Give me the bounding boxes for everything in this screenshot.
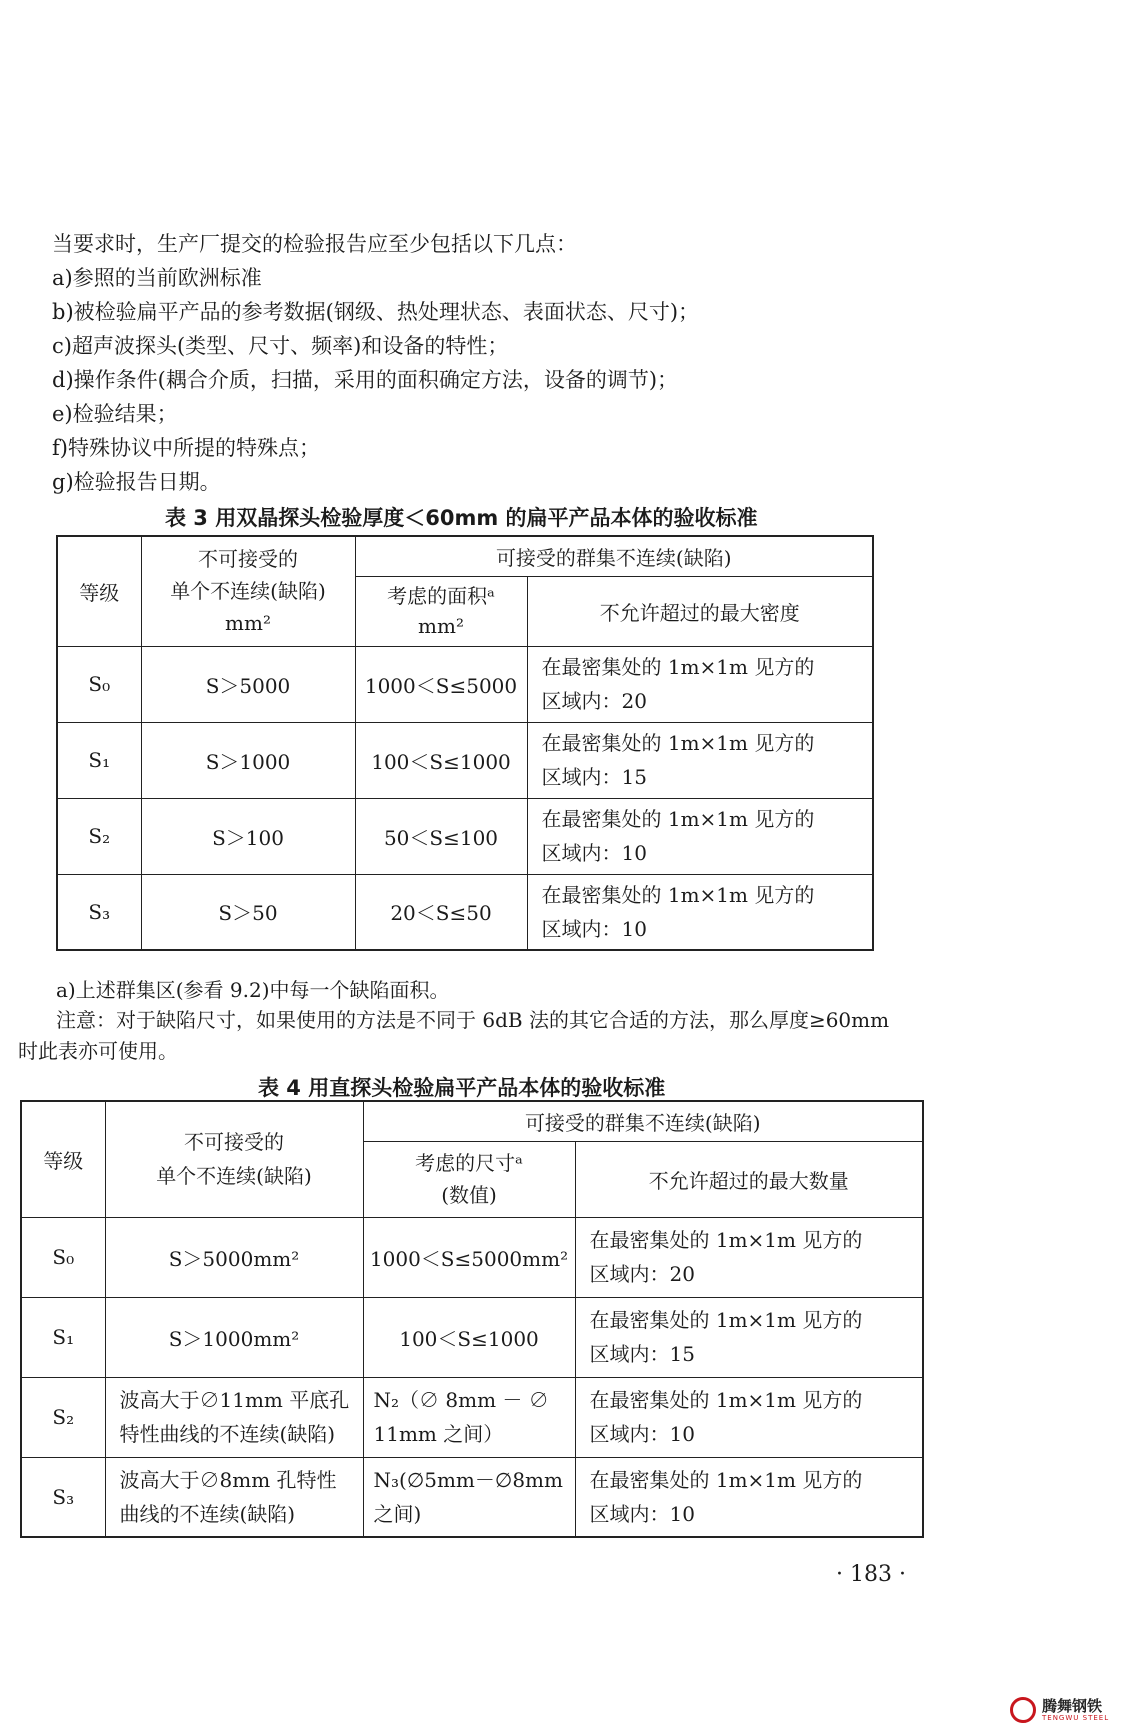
density-cell: 在最密集处的 1m×1m 见方的 区域内：20 (527, 646, 873, 722)
logo-name: 腾舞钢铁 (1042, 1697, 1103, 1715)
area-cell: 20＜S≤50 (355, 874, 527, 950)
table4-header-group: 可接受的群集不连续(缺陷) (363, 1101, 923, 1141)
logo-subtitle: TENGWU STEEL (1042, 1714, 1110, 1722)
single-cell: 波高大于∅8mm 孔特性 曲线的不连续(缺陷) (105, 1457, 363, 1537)
table4-header-single: 不可接受的 单个不连续(缺陷) (105, 1101, 363, 1217)
density-cell: 在最密集处的 1m×1m 见方的 区域内：10 (527, 874, 873, 950)
density-cell: 在最密集处的 1m×1m 见方的 区域内：10 (527, 798, 873, 874)
list-item-c: c)超声波探头(类型、尺寸、频率)和设备的特性； (52, 334, 509, 358)
table3-header-single: 不可接受的 单个不连续(缺陷) mm² (141, 536, 355, 646)
table4-header-grade: 等级 (21, 1101, 105, 1217)
grade-cell: S₀ (21, 1217, 105, 1297)
table4 (20, 1100, 924, 1538)
size-cell: N₂（∅ 8mm － ∅ 11mm 之间） (363, 1377, 575, 1457)
size-cell: 1000＜S≤5000mm² (363, 1217, 575, 1297)
note-continuation: 时此表亦可使用。 (18, 1039, 178, 1063)
grade-cell: S₂ (21, 1377, 105, 1457)
table-row (57, 874, 873, 950)
list-item-g: g)检验报告日期。 (52, 470, 221, 494)
grade-cell: S₁ (21, 1297, 105, 1377)
count-cell: 在最密集处的 1m×1m 见方的 区域内：10 (575, 1457, 923, 1537)
table-row (57, 646, 873, 722)
single-cell: S＞5000 (141, 646, 355, 722)
count-cell: 在最密集处的 1m×1m 见方的 区域内：10 (575, 1377, 923, 1457)
grade-cell: S₃ (57, 874, 141, 950)
size-cell: 100＜S≤1000 (363, 1297, 575, 1377)
area-cell: 1000＜S≤5000 (355, 646, 527, 722)
count-cell: 在最密集处的 1m×1m 见方的 区域内：20 (575, 1217, 923, 1297)
footnote-a: a)上述群集区(参看 9.2)中每一个缺陷面积。 (56, 978, 450, 1002)
table-row (21, 1217, 923, 1297)
list-item-e: e)检验结果； (52, 402, 178, 426)
list-item-b: b)被检验扁平产品的参考数据(钢级、热处理状态、表面状态、尺寸)； (52, 300, 700, 324)
table3-header-group: 可接受的群集不连续(缺陷) (355, 536, 873, 576)
logo-mark-icon (1010, 1697, 1036, 1723)
note-paragraph: 注意：对于缺陷尺寸，如果使用的方法是不同于 6dB 法的其它合适的方法，那么厚度≥60mm (56, 1008, 890, 1032)
list-item-d: d)操作条件(耦合介质，扫描，采用的面积确定方法，设备的调节)； (52, 368, 679, 392)
count-cell: 在最密集处的 1m×1m 见方的 区域内：15 (575, 1297, 923, 1377)
single-cell: 波高大于∅11mm 平底孔 特性曲线的不连续(缺陷) (105, 1377, 363, 1457)
table-row (57, 722, 873, 798)
table3-header-density: 不允许超过的最大密度 (527, 576, 873, 646)
single-cell: S＞5000mm² (105, 1217, 363, 1297)
area-cell: 50＜S≤100 (355, 798, 527, 874)
logo (1010, 1695, 1120, 1729)
grade-cell: S₃ (21, 1457, 105, 1537)
intro-text: 当要求时，生产厂提交的检验报告应至少包括以下几点： (52, 232, 577, 256)
table3-caption: 表 3 用双晶探头检验厚度＜60mm 的扁平产品本体的验收标准 (165, 506, 758, 530)
size-cell: N₃(∅5mm－∅8mm 之间) (363, 1457, 575, 1537)
table3-header-grade: 等级 (57, 536, 141, 646)
table-row (21, 1457, 923, 1537)
table-row (21, 1377, 923, 1457)
table4-header-count: 不允许超过的最大数量 (575, 1141, 923, 1217)
single-cell: S＞50 (141, 874, 355, 950)
grade-cell: S₀ (57, 646, 141, 722)
list-item-a: a)参照的当前欧洲标准 (52, 266, 262, 290)
table-row (21, 1297, 923, 1377)
density-cell: 在最密集处的 1m×1m 见方的 区域内：15 (527, 722, 873, 798)
grade-cell: S₁ (57, 722, 141, 798)
table4-header-size: 考虑的尺寸ᵃ (数值) (363, 1141, 575, 1217)
table3-header-area: 考虑的面积ᵃ mm² (355, 576, 527, 646)
table3 (56, 535, 874, 951)
page-number: · 183 · (836, 1562, 906, 1587)
list-item-f: f)特殊协议中所提的特殊点； (52, 436, 320, 460)
single-cell: S＞1000 (141, 722, 355, 798)
single-cell: S＞1000mm² (105, 1297, 363, 1377)
grade-cell: S₂ (57, 798, 141, 874)
table4-caption: 表 4 用直探头检验扁平产品本体的验收标准 (258, 1076, 666, 1100)
single-cell: S＞100 (141, 798, 355, 874)
area-cell: 100＜S≤1000 (355, 722, 527, 798)
table-row (57, 798, 873, 874)
